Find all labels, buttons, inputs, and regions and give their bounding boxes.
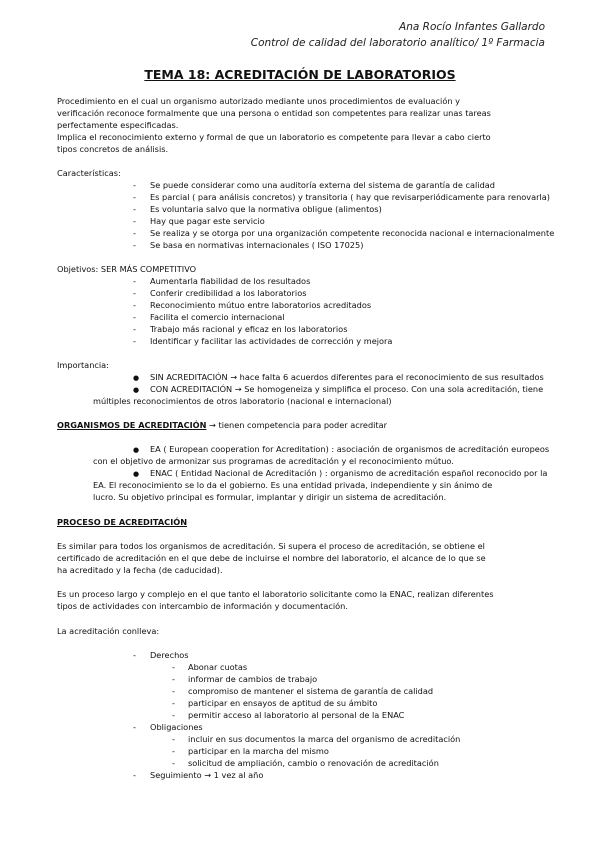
paragraph-line: ha acreditado y la fecha (de caducidad). [57,565,223,575]
dash-bullet: - [133,192,136,202]
list-item: Es voluntaria salvo que la normativa obligue (alimentos) [150,204,382,214]
intro-line: Implica el reconocimiento externo y formal de que un laboratorio es competente para llevar a cabo cierto [57,132,491,142]
list-item: participar en ensayos de aptitud de su ámbito [188,698,378,708]
paragraph-line: certificado de acreditación en el que debe de incluirse el nombre del laboratorio, el alcance de lo que se [57,553,486,563]
list-item: informar de cambios de trabajo [188,674,318,684]
list-item: participar en la marcha del mismo [188,746,329,756]
intro-line: tipos concretos de análisis. [57,144,169,154]
round-bullet: ● [133,386,140,394]
list-item-continuation: lucro. Su objetivo principal es formular, implantar y dirigir un sistema de acreditación. [93,492,447,502]
list-item-continuation: EA. El reconocimiento se lo da el gobierno. Es una entidad privada, independiente y sin ánimo de [93,480,493,490]
dash-bullet: - [172,746,175,756]
paragraph-line: Es similar para todos los organismos de acreditación. Si supera el proceso de acreditación, se obtiene el [57,541,485,551]
dash-bullet: - [133,336,136,346]
dash-bullet: - [133,204,136,214]
list-item-continuation: múltiples reconocimientos de otros laboratorio (nacional e internacional) [93,396,392,406]
dash-bullet: - [172,734,175,744]
list-item: Facilita el comercio internacional [150,312,285,322]
list-item: Se realiza y se otorga por una organización competente reconocida nacional e internacionalmente [150,228,555,238]
dash-bullet: - [133,276,136,286]
importancia-heading: Importancia: [57,360,109,370]
conlleva-label: La acreditación conlleva: [57,626,160,636]
seguimiento-item: Seguimiento → 1 vez al año [150,770,264,780]
list-item: ENAC ( Entidad Nacional de Acreditación ) : organismo de acreditación español reconocido por la [150,468,548,478]
caracteristicas-heading: Características: [57,168,121,178]
round-bullet: ● [133,374,140,382]
list-item: Hay que pagar este servicio [150,216,265,226]
derechos-label: Derechos [150,650,189,660]
dash-bullet: - [172,698,175,708]
dash-bullet: - [172,686,175,696]
list-item-continuation: con el objetivo de armonizar sus programas de acreditación y el reconocimiento mútuo. [93,456,454,466]
obligaciones-label: Obligaciones [150,722,203,732]
list-item: Reconocimiento mútuo entre laboratorios acreditados [150,300,372,310]
list-item: Abonar cuotas [188,662,248,672]
round-bullet: ● [133,470,140,478]
list-item: compromiso de mantener el sistema de garantía de calidad [188,686,434,696]
list-item: EA ( European cooperation for Acreditation) : asociación de organismos de acreditación europeos [150,444,550,454]
list-item: Se basa en normativas internacionales ( ISO 17025) [150,240,364,250]
dash-bullet: - [133,288,136,298]
paragraph-line: tipos de actividades con intercambio de información y documentación. [57,601,348,611]
round-bullet: ● [133,446,140,454]
dash-bullet: - [133,324,136,334]
list-item: CON ACREDITACIÓN → Se homogeneiza y simplifica el proceso. Con una sola acreditación, tiene [150,384,544,394]
proceso-heading: PROCESO DE ACREDITACIÓN [57,517,188,527]
dash-bullet: - [133,228,136,238]
dash-bullet: - [133,216,136,226]
dash-bullet: - [133,770,136,780]
header-course: Control de calidad del laboratorio analítico/ 1º Farmacia [250,37,545,49]
dash-bullet: - [133,312,136,322]
header-author: Ana Rocío Infantes Gallardo [399,21,545,33]
dash-bullet: - [172,662,175,672]
list-item: Es parcial ( para análisis concretos) y transitoria ( hay que revisarperiódicamente para renovarla) [150,192,550,202]
list-item: Aumentarla fiabilidad de los resultados [150,276,311,286]
paragraph-line: Es un proceso largo y complejo en el que tanto el laboratorio solicitante como la ENAC, realizan diferentes [57,589,494,599]
list-item: incluir en sus documentos la marca del organismo de acreditación [188,734,461,744]
dash-bullet: - [172,710,175,720]
dash-bullet: - [172,758,175,768]
dash-bullet: - [133,650,136,660]
list-item: SIN ACREDITACIÓN → hace falta 6 acuerdos diferentes para el reconocimiento de sus resultados [150,372,544,382]
dash-bullet: - [133,240,136,250]
objetivos-heading: Objetivos: SER MÁS COMPETITIVO [57,264,197,274]
list-item: Trabajo más racional y eficaz en los laboratorios [150,324,348,334]
list-item: permitir acceso al laboratorio al personal de la ENAC [188,710,405,720]
intro-line: perfectamente especificadas. [57,120,179,130]
list-item: solicitud de ampliación, cambio o renovación de acreditación [188,758,439,768]
organismos-heading-suffix: → tienen competencia para poder acreditar [206,420,388,430]
dash-bullet: - [133,722,136,732]
dash-bullet: - [133,300,136,310]
dash-bullet: - [133,180,136,190]
organismos-heading: ORGANISMOS DE ACREDITACIÓN [57,420,207,430]
intro-line: verificación reconoce formalmente que una persona o entidad son competentes para realizar unas tareas [57,108,491,118]
list-item: Se puede considerar como una auditoría externa del sistema de garantía de calidad [150,180,496,190]
list-item: Identificar y facilitar las actividades de corrección y mejora [150,336,393,346]
page-title: TEMA 18: ACREDITACIÓN DE LABORATORIOS [144,67,456,82]
list-item: Conferir credibilidad a los laboratorios [150,288,307,298]
dash-bullet: - [172,674,175,684]
intro-line: Procedimiento en el cual un organismo autorizado mediante unos procedimientos de evaluación y [57,96,460,106]
organismos-heading-line [57,420,387,431]
